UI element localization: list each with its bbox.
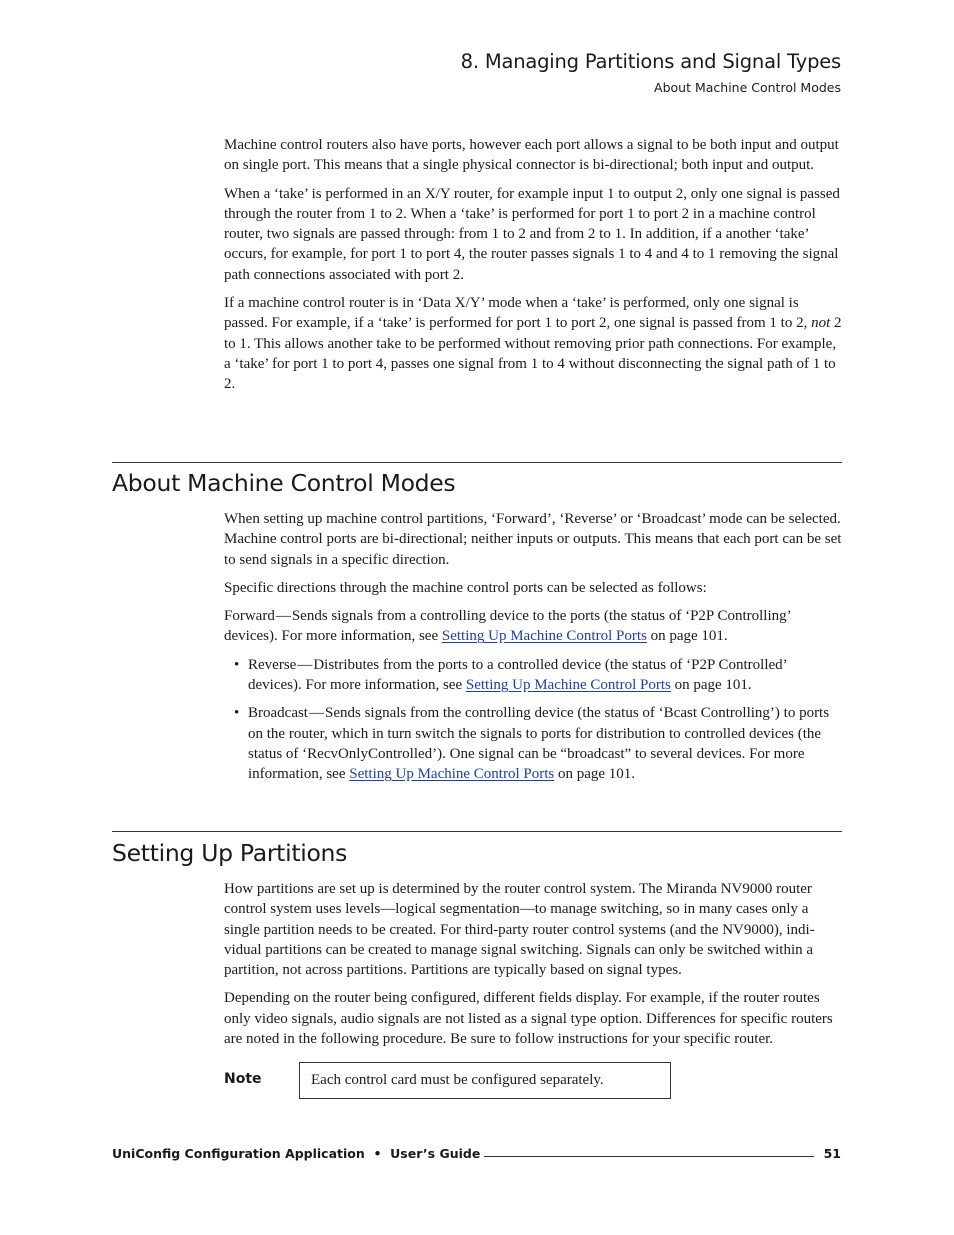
partitions-paragraph-2: Depending on the router being configured, different fields display. For example, if the router routes only video signals, audio signals are not listed as a signal type option. Differences for specific routers are noted in the following procedure. Be sure to follow instructions for your specific router.	[224, 990, 833, 1048]
section-heading-setting-up-partitions: Setting Up Partitions	[112, 839, 348, 867]
emdash: —	[297, 656, 313, 673]
modes-paragraph-1: When setting up machine control partitions, ‘Forward’, ‘Reverse’ or ‘Broadcast’ mode can be selected. Machine control ports are bi-directional; neither inputs or outputs. This means that each port can be set to send signals in a specific direction.	[224, 511, 842, 568]
note-text: Each control card must be configured separately.	[311, 1072, 604, 1088]
note-label: Note	[224, 1071, 262, 1087]
section-heading-machine-control-modes: About Machine Control Modes	[112, 469, 456, 497]
broadcast-page-ref: on page 101.	[557, 766, 636, 783]
forward-term: Forward	[224, 608, 275, 625]
broadcast-description: Sends signals from the controlling device (the status of ‘Bcast Controlling’) to ports on the router, which in turn switch the signals to ports for distribution to controlled devices (the status of ‘RecvOnlyControlled’). One signal can be “broadcast” to several devices. For more information, see	[248, 705, 830, 783]
emphasis-not: not	[811, 315, 831, 332]
running-section-title: About Machine Control Modes	[654, 80, 841, 95]
broadcast-mode-bullet	[224, 703, 842, 784]
intro-paragraph-3-start: If a machine control router is in ‘Data X/Y’ mode when a ‘take’ is performed, only one signal is passed. For example, if a ‘take’ is performed for port 1 to port 2, one signal is passed from 1 to 2,	[224, 295, 808, 332]
modes-paragraph-2: Specific directions through the machine control ports can be selected as follows:	[224, 579, 707, 596]
section-divider	[112, 831, 842, 832]
emdash: —	[275, 608, 291, 625]
intro-paragraph-3	[224, 293, 842, 394]
forward-mode-item	[224, 606, 842, 647]
setting-up-machine-control-ports-link[interactable]: Setting Up Machine Control Ports	[441, 628, 647, 645]
chapter-title: 8. Managing Partitions and Signal Types	[460, 50, 841, 73]
reverse-mode-bullet	[224, 655, 842, 696]
intro-paragraph-1: Machine control routers also have ports, however each port allows a signal to be both input and output on single port. This means that a single physical connector is bi-directional; both input and output.	[224, 137, 839, 174]
setting-up-machine-control-ports-link[interactable]: Setting Up Machine Control Ports	[349, 766, 555, 783]
broadcast-term: Broadcast	[248, 705, 308, 722]
intro-paragraph-2: When a ‘take’ is performed in an X/Y router, for example input 1 to output 2, only one signal is passed through the router from 1 to 2. When a ‘take’ is performed for port 1 to port 2 in a machine control router, two signals are passed through: from 1 to 2 and from 2 to 1. In addition, if a another ‘take’ occurs, for example, for port 1 to port 4, the router passes signals 1 to 4 and 4 to 1 removing the signal path connections associated with port 2.	[224, 185, 840, 283]
forward-page-ref: on page 101.	[650, 628, 728, 645]
note-box	[299, 1062, 671, 1099]
setting-up-machine-control-ports-link[interactable]: Setting Up Machine Control Ports	[465, 677, 671, 694]
setting-up-partitions-block	[224, 879, 842, 1049]
bullet-icon: •	[234, 656, 240, 673]
forward-description: Sends signals from a controlling device to the ports (the status of ‘P2P Controlling’ devices). For more information, see	[224, 608, 791, 645]
footer-guide-title: UniConfig Configuration Application • User’s Guide	[112, 1146, 484, 1161]
emdash: —	[308, 705, 324, 722]
reverse-term: Reverse	[248, 656, 297, 673]
reverse-description: Distributes from the ports to a controlled device (the status of ‘P2P Controlled’ devices). For more information, see	[248, 656, 787, 694]
section-divider	[112, 462, 842, 463]
bullet-icon: •	[234, 705, 240, 722]
reverse-page-ref: on page 101.	[674, 677, 752, 694]
intro-block	[224, 135, 842, 395]
partitions-paragraph-1: How partitions are set up is determined by the router control system. The Miranda NV9000 router control system uses levels—logical segmentation—to manage switching, so in many cases only a single partition needs to be created. For third-party router control systems (and the NV9000), individual partitions can be created to manage signal switching. Signals can only be switched within a partition, not across partitions. Partitions are typically based on signal types.	[224, 881, 815, 979]
intro-paragraph-3-end: 2 to 1. This allows another take to be performed without removing prior path connections. For example, a ‘take’ for port 1 to port 4, passes one signal from 1 to 4 without disconnecting the signal path of 1 to 2.	[224, 315, 842, 393]
machine-control-modes-block	[224, 509, 842, 785]
page-number: 51	[823, 1146, 841, 1161]
